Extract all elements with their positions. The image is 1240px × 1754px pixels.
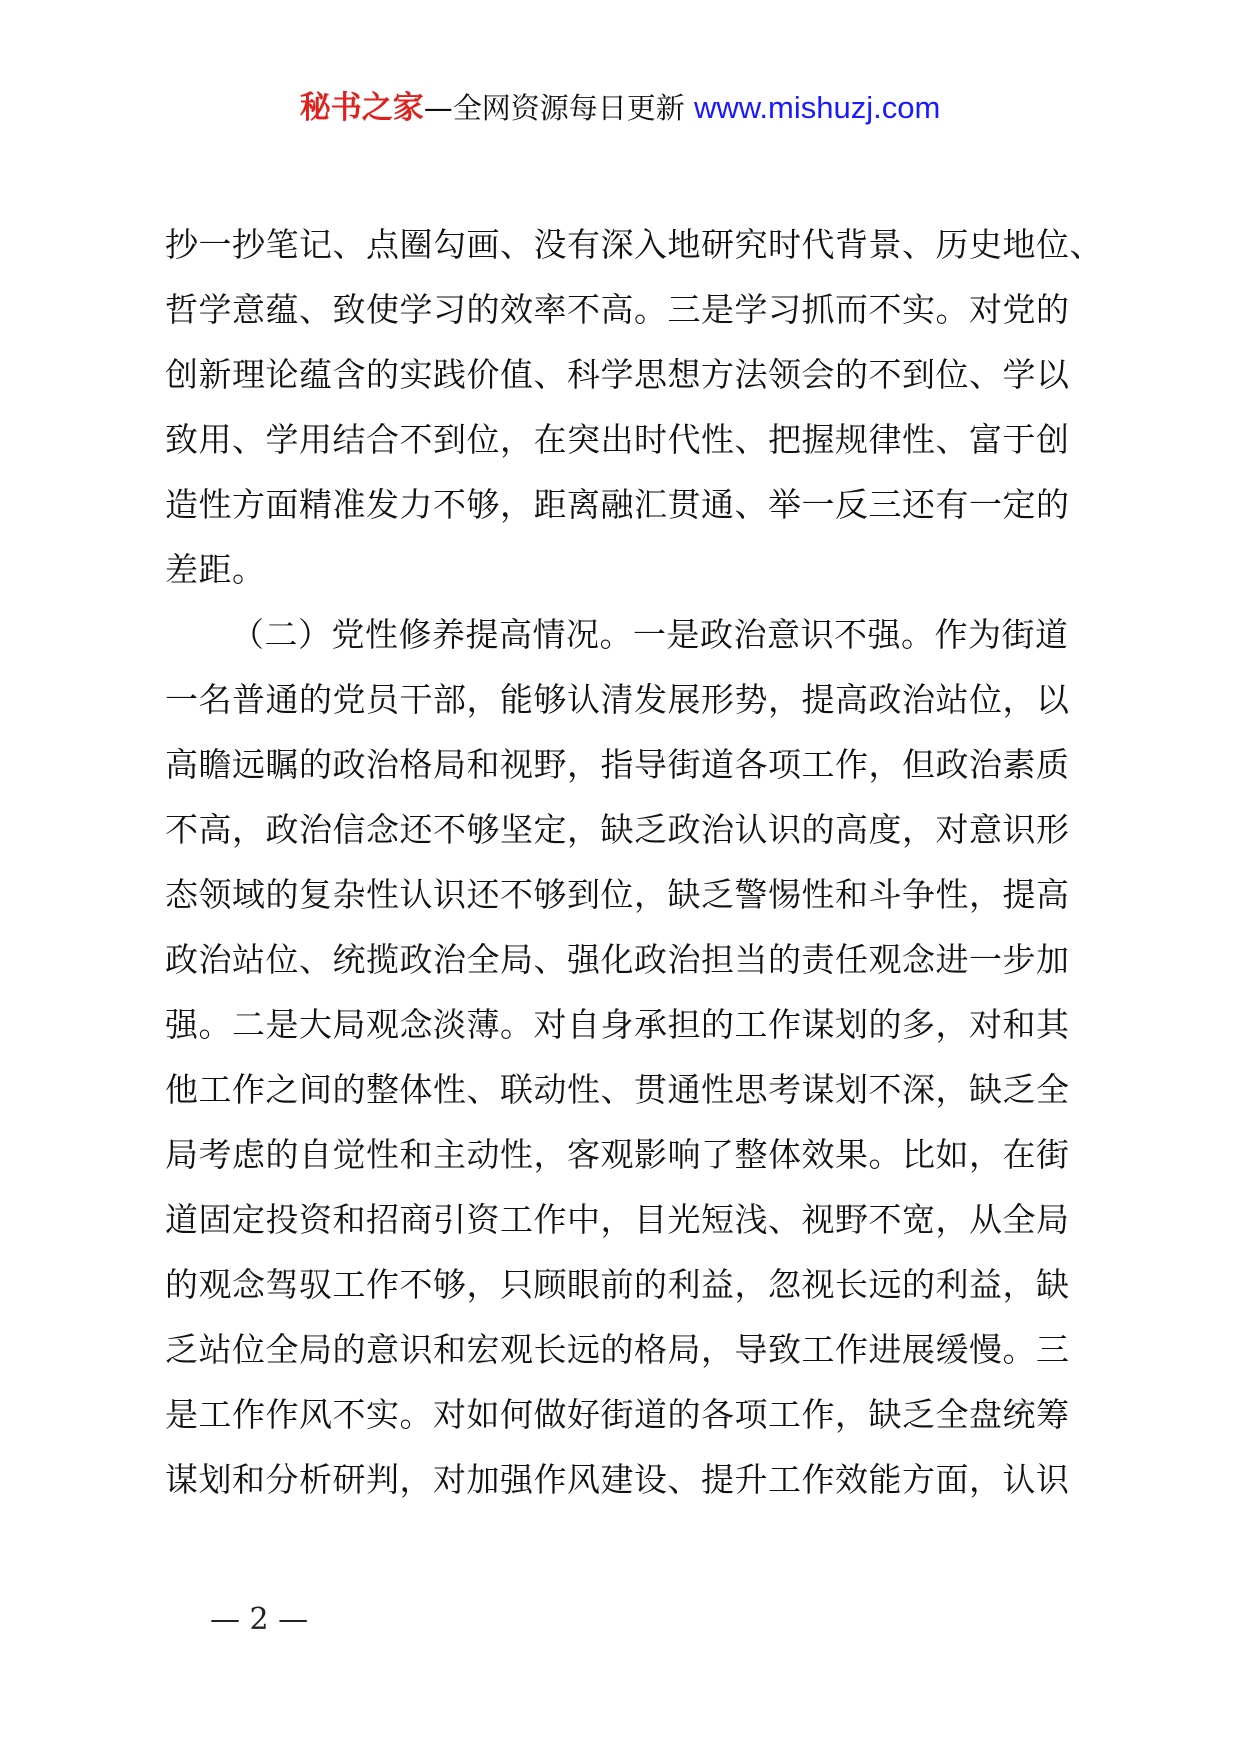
text-line: 高瞻远瞩的政治格局和视野，指导街道各项工作，但政治素质 (165, 745, 1070, 784)
text-line: 强。二是大局观念淡薄。对自身承担的工作谋划的多，对和其 (165, 1005, 1070, 1044)
text-line: 的观念驾驭工作不够，只顾眼前的利益，忽视长远的利益，缺 (165, 1265, 1070, 1304)
text-line: 差距。 (165, 550, 266, 589)
text-line: 哲学意蕴、致使学习的效率不高。三是学习抓而不实。对党的 (165, 290, 1070, 329)
text-line: 是工作作风不实。对如何做好街道的各项工作，缺乏全盘统筹 (165, 1395, 1070, 1434)
text-line: 创新理论蕴含的实践价值、科学思想方法领会的不到位、学以 (165, 355, 1070, 394)
text-line: 抄一抄笔记、点圈勾画、没有深入地研究时代背景、历史地位、 (165, 225, 1103, 264)
text-line: 一名普通的党员干部，能够认清发展形势，提高政治站位，以 (165, 680, 1070, 719)
site-slogan: —全网资源每日更新 (423, 91, 685, 125)
text-line: 道固定投资和招商引资工作中，目光短浅、视野不宽，从全局 (165, 1200, 1070, 1239)
site-brand: 秘书之家 (299, 90, 424, 126)
page-number: — 2 — (210, 1602, 309, 1637)
text-line: 乏站位全局的意识和宏观长远的格局，导致工作进展缓慢。三 (165, 1330, 1070, 1369)
watermark-header (0, 88, 1240, 128)
document-body (165, 212, 1103, 1512)
site-url: www.mishuzj.com (693, 90, 941, 125)
text-line: 政治站位、统揽政治全局、强化政治担当的责任观念进一步加 (165, 940, 1070, 979)
section-heading-line: （二）党性修养提高情况。一是政治意识不强。作为街道 (231, 615, 1069, 654)
text-line: 他工作之间的整体性、联动性、贯通性思考谋划不深，缺乏全 (165, 1070, 1070, 1109)
text-line: 局考虑的自觉性和主动性，客观影响了整体效果。比如，在街 (165, 1135, 1070, 1174)
text-line: 致用、学用结合不到位，在突出时代性、把握规律性、富于创 (165, 420, 1070, 459)
text-line: 谋划和分析研判，对加强作风建设、提升工作效能方面，认识 (165, 1460, 1070, 1499)
text-line: 造性方面精准发力不够，距离融汇贯通、举一反三还有一定的 (165, 485, 1070, 524)
text-line: 不高，政治信念还不够坚定，缺乏政治认识的高度，对意识形 (165, 810, 1070, 849)
text-line: 态领域的复杂性认识还不够到位，缺乏警惕性和斗争性，提高 (165, 875, 1070, 914)
